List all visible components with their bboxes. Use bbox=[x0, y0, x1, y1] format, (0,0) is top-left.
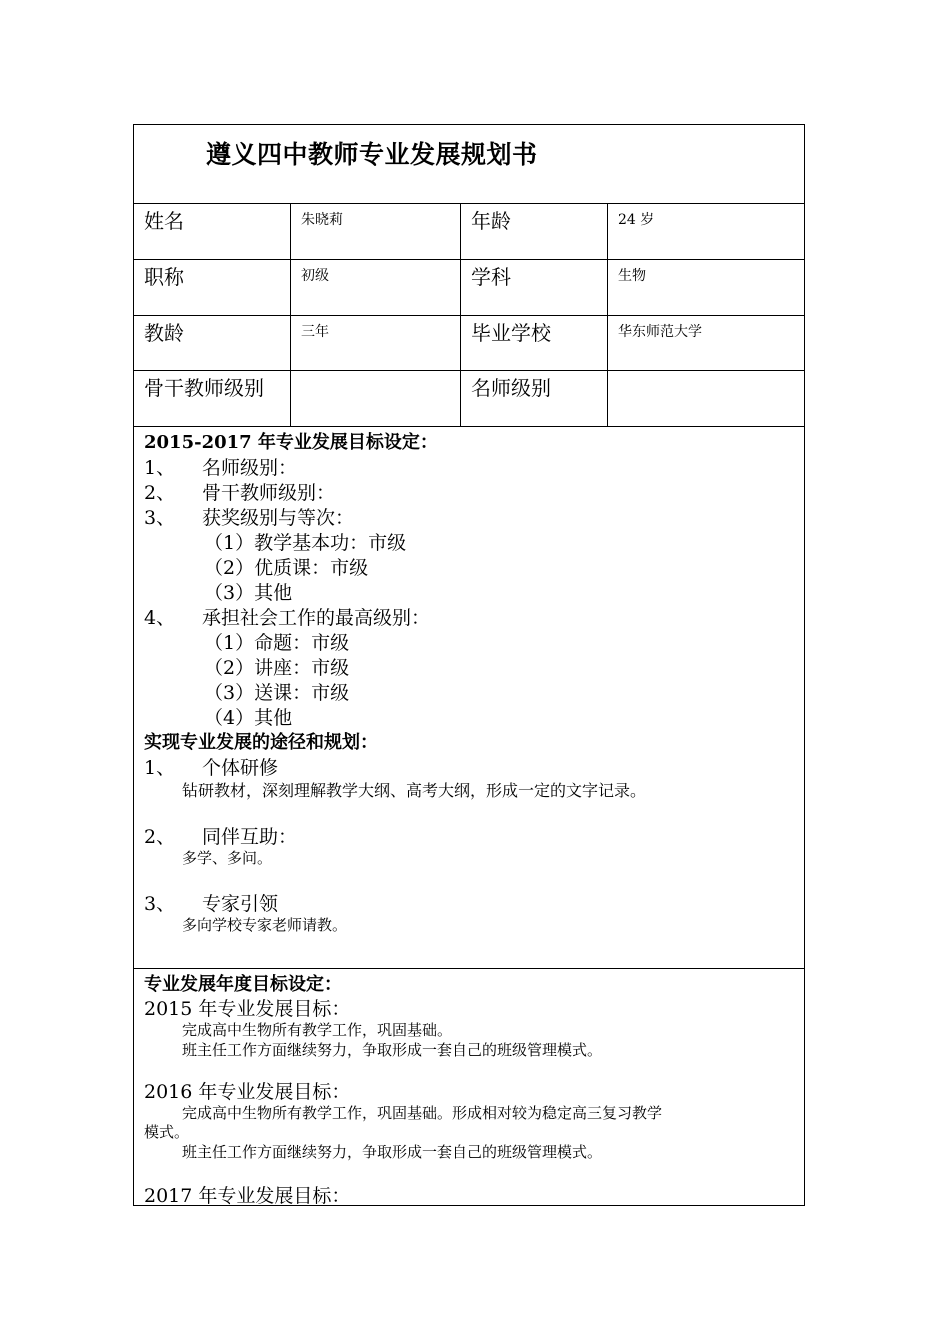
social-sub: （3）送课：市级 bbox=[204, 682, 350, 704]
goals-section bbox=[144, 428, 796, 968]
social-sub: （4）其他 bbox=[204, 707, 293, 729]
social-sub: （2）讲座：市级 bbox=[204, 657, 350, 679]
path-item bbox=[144, 753, 278, 780]
award-sub: （1）教学基本功：市级 bbox=[204, 532, 407, 554]
path-item bbox=[144, 889, 278, 916]
row-divider bbox=[134, 259, 804, 260]
path-num: 1、 bbox=[144, 757, 176, 779]
col-divider bbox=[290, 203, 291, 426]
goal-text: 承担社会工作的最高级别： bbox=[202, 607, 431, 629]
backbone-label: 骨干教师级别 bbox=[144, 376, 264, 400]
year-title-2015: 2015 年专业发展目标： bbox=[144, 998, 351, 1020]
name-label: 姓名 bbox=[144, 209, 184, 233]
annual-heading: 专业发展年度目标设定： bbox=[144, 974, 342, 995]
award-sub: （3）其他 bbox=[204, 582, 293, 604]
rank-value: 初级 bbox=[301, 268, 329, 284]
age-label: 年龄 bbox=[471, 209, 511, 233]
goal-num: 3、 bbox=[144, 507, 176, 529]
subject-label: 学科 bbox=[471, 265, 511, 289]
goal-num: 4、 bbox=[144, 607, 176, 629]
row-divider bbox=[134, 426, 804, 427]
age-value: 24 岁 bbox=[618, 212, 655, 228]
goal-num: 2、 bbox=[144, 482, 176, 504]
tenure-value: 三年 bbox=[301, 324, 329, 340]
goal-item bbox=[144, 503, 354, 530]
rank-label: 职称 bbox=[144, 265, 184, 289]
year-title-2017: 2017 年专业发展目标： bbox=[144, 1185, 351, 1207]
annual-section bbox=[144, 970, 796, 1205]
col-divider bbox=[607, 203, 608, 426]
path-title: 个体研修 bbox=[202, 757, 279, 779]
path-desc: 钻研教材，深刻理解教学大纲、高考大纲，形成一定的文字记录。 bbox=[182, 781, 647, 800]
year-title-2016: 2016 年专业发展目标： bbox=[144, 1081, 351, 1103]
tenure-label: 教龄 bbox=[144, 321, 184, 345]
path-title: 同伴互助： bbox=[202, 826, 298, 848]
year-goal-line: 完成高中生物所有教学工作，巩固基础。形成相对较为稳定高三复习教学 bbox=[182, 1104, 663, 1122]
paths-heading: 实现专业发展的途径和规划： bbox=[144, 732, 378, 753]
name-value: 朱晓莉 bbox=[301, 212, 343, 228]
path-desc: 多向学校专家老师请教。 bbox=[182, 916, 348, 934]
row-divider bbox=[134, 315, 804, 316]
row-divider bbox=[134, 968, 804, 969]
goal-text: 获奖级别与等次： bbox=[202, 507, 355, 529]
row-divider bbox=[134, 203, 804, 204]
social-sub: （1）命题：市级 bbox=[204, 632, 350, 654]
goal-item bbox=[144, 603, 430, 630]
goal-item bbox=[144, 453, 297, 480]
planning-form bbox=[133, 124, 805, 1206]
year-goal-line: 班主任工作方面继续努力，争取形成一套自己的班级管理模式。 bbox=[182, 1143, 603, 1161]
path-num: 3、 bbox=[144, 893, 176, 915]
award-sub: （2）优质课：市级 bbox=[204, 557, 369, 579]
row-divider bbox=[134, 370, 804, 371]
year-goal-line: 班主任工作方面继续努力，争取形成一套自己的班级管理模式。 bbox=[182, 1041, 603, 1059]
subject-value: 生物 bbox=[618, 268, 646, 284]
form-title: 遵义四中教师专业发展规划书 bbox=[206, 140, 538, 169]
school-label: 毕业学校 bbox=[471, 321, 551, 345]
path-item bbox=[144, 822, 297, 849]
goal-text: 骨干教师级别： bbox=[202, 482, 336, 504]
year-goal-line: 完成高中生物所有教学工作，巩固基础。 bbox=[182, 1021, 453, 1039]
year-goal-line-cont: 模式。 bbox=[144, 1123, 190, 1141]
goals-heading: 2015-2017 年专业发展目标设定： bbox=[144, 432, 438, 453]
goal-item bbox=[144, 478, 335, 505]
path-num: 2、 bbox=[144, 826, 176, 848]
path-title: 专家引领 bbox=[202, 893, 279, 915]
col-divider bbox=[460, 203, 461, 426]
goal-num: 1、 bbox=[144, 457, 176, 479]
path-desc: 多学、多问。 bbox=[182, 849, 273, 867]
famous-label: 名师级别 bbox=[471, 376, 551, 400]
school-value: 华东师范大学 bbox=[618, 324, 702, 340]
goal-text: 名师级别： bbox=[202, 457, 298, 479]
